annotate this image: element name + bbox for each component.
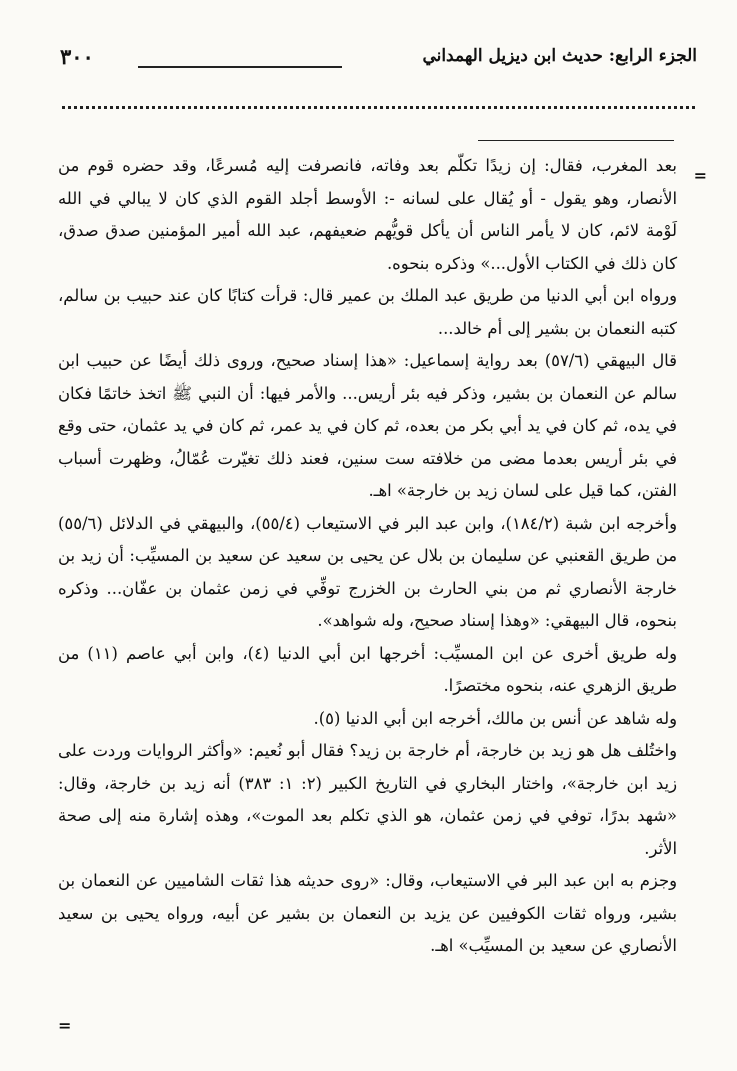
header-rule [138,66,342,68]
paragraph: قال البيهقي (٥٧/٦) بعد رواية إسماعيل: «هذا إسناد صحيح، وروى ذلك أيضًا عن حبيب ابن سالم عن النعمان بن بشير، وذكر فيه بئر أريس... والأمر فيها: أن النبي ﷺ اتخذ خاتمًا فكان في يده، ثم كان في يد أبي بكر من بعده، ثم كان في يد عمر، ثم كان في يد عثمان، حتى وقع في بئر أريس بعدما مضى من خلافته ست سنين، فعند ذلك تغيّرت عُمّالُ، وظهرت أسباب الفتن، كما قيل على لسان زيد بن خارجة» اهـ. [58,351,677,500]
page-header [60,44,697,78]
paragraph: وله شاهد عن أنس بن مالك، أخرجه ابن أبي الدنيا (٥). [313,708,677,728]
paragraph: بعد المغرب، فقال: إن زيدًا تكلّم بعد وفاته، فانصرفت إليه مُسرعًا، وقد حضره قوم من الأنصار، وهو يقول - أو يُقال على لسانه -: الأوسط أجلد القوم الذي كان لا يبالي في الله لَوْمة لائم، كان لا يأمر الناس أن يأكل قويُّهم ضعيفهم، عبد الله أمير المؤمنين صدق صدق، كان ذلك في الكتاب الأول...» وذكره بنحوه. [58,156,677,273]
paragraph: وجزم به ابن عبد البر في الاستيعاب، وقال: «روى حديثه هذا ثقات الشاميين عن النعمان بن بشير، ورواه ثقات الكوفيين عن يزيد بن النعمان بن بشير عن أبيه، ورواه يحيى بن سعيد الأنصاري عن سعيد بن المسيِّب» اهـ. [58,871,677,955]
dotted-separator [62,106,695,109]
footnote-separator [478,140,674,141]
paragraph: ورواه ابن أبي الدنيا من طريق عبد الملك بن عمير قال: قرأت كتابًا كان عند حبيب بن سالم، كتبه النعمان بن بشير إلى أم خالد... [58,286,677,338]
paragraph: واختُلف هل هو زيد بن خارجة، أم خارجة بن زيد؟ فقال أبو نُعيم: «وأكثر الروايات وردت على زيد ابن خارجة»، واختار البخاري في التاريخ الكبير (٢: ١: ٣٨٣) أنه زيد بن خارجة، وقال: «شهد بدرًا، توفي في زمن عثمان، هو الذي تكلم بعد الموت»، وهذه إشارة منه إلى صحة الأثر. [58,741,678,858]
running-title: الجزء الرابع: حديث ابن ديزيل الهمداني [422,46,697,66]
continuation-mark-top: = [693,166,707,185]
paragraph: وأخرجه ابن شبة (١٨٤/٢)، وابن عبد البر في الاستيعاب (٥٥/٤)، والبيهقي في الدلائل (٥٥/٦) من طريق القعنبي عن سليمان بن بلال عن يحيى بن سعيد عن سعيد بن المسيِّب: أن زيد بن خارجة الأنصاري ثم من بني الحارث بن الخزرج توفِّي في زمن عثمان بن عفّان... وذكره بنحوه، قال البيهقي: «وهذا إسناد صحيح، وله شواهد». [58,513,677,630]
footnote-text [58,150,677,963]
continuation-mark-bottom: = [58,1016,72,1035]
page-number: ٣٠٠ [60,44,94,69]
paragraph: وله طريق أخرى عن ابن المسيِّب: أخرجها ابن أبي الدنيا (٤)، وابن أبي عاصم (١١) من طريق الزهري عنه، بنحوه مختصرًا. [58,643,677,695]
